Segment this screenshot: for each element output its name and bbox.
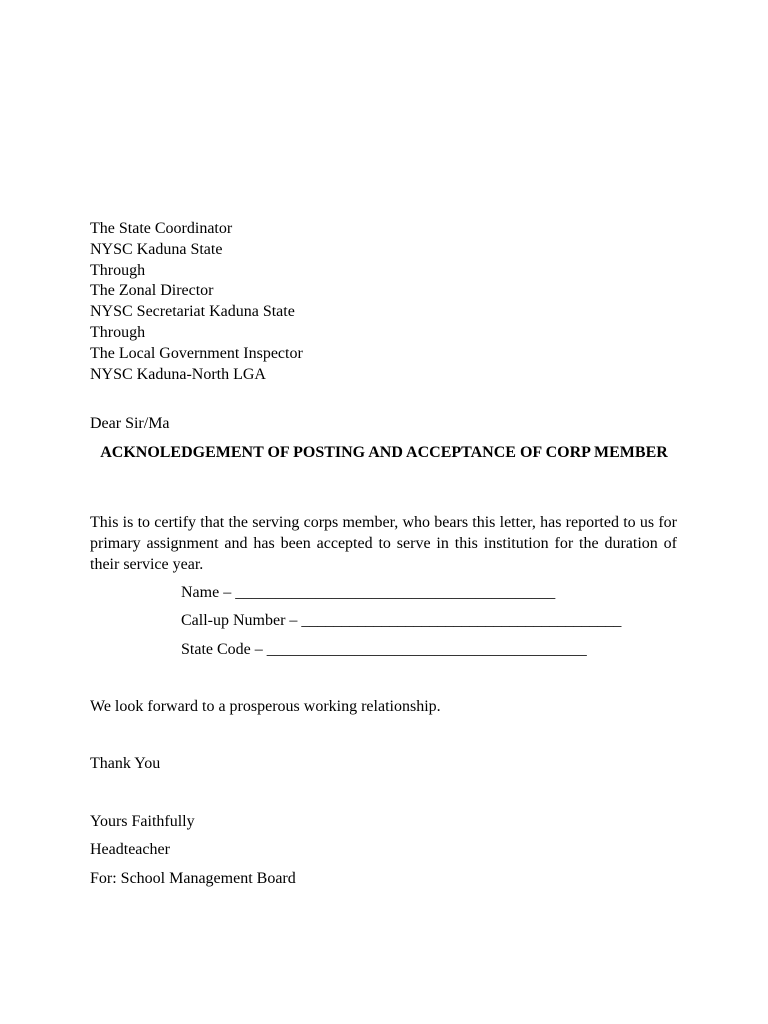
body-paragraph: This is to certify that the serving corps member, who bears this letter, has reported to us for primary assignment and has been accepted to serve in this institution for the duration of their service year.: [90, 514, 677, 573]
yours-faithfully: Yours Faithfully: [90, 813, 195, 830]
address-line: NYSC Kaduna-North LGA: [90, 365, 266, 383]
address-line: The Zonal Director: [90, 282, 214, 300]
recipient-address: [90, 219, 303, 385]
address-line: Through: [90, 261, 146, 279]
salutation: Dear Sir/Ma: [90, 415, 170, 432]
callup-number-field: Call-up Number – ________________________________________: [181, 612, 622, 629]
signatory-organization: For: School Management Board: [90, 870, 296, 887]
name-field: Name – ________________________________________: [181, 584, 556, 601]
address-line: NYSC Secretariat Kaduna State: [90, 303, 295, 321]
signatory-title: Headteacher: [90, 841, 170, 858]
address-line: NYSC Kaduna State: [90, 240, 223, 258]
state-code-field: State Code – ________________________________________: [181, 641, 587, 658]
letter-heading: ACKNOLEDGEMENT OF POSTING AND ACCEPTANCE OF CORP MEMBER: [100, 444, 668, 461]
address-line: The State Coordinator: [90, 220, 233, 237]
closing-sentence: We look forward to a prosperous working relationship.: [90, 698, 441, 715]
address-line: The Local Government Inspector: [90, 344, 303, 362]
address-line: Through: [90, 323, 146, 341]
thank-you: Thank You: [90, 755, 161, 772]
